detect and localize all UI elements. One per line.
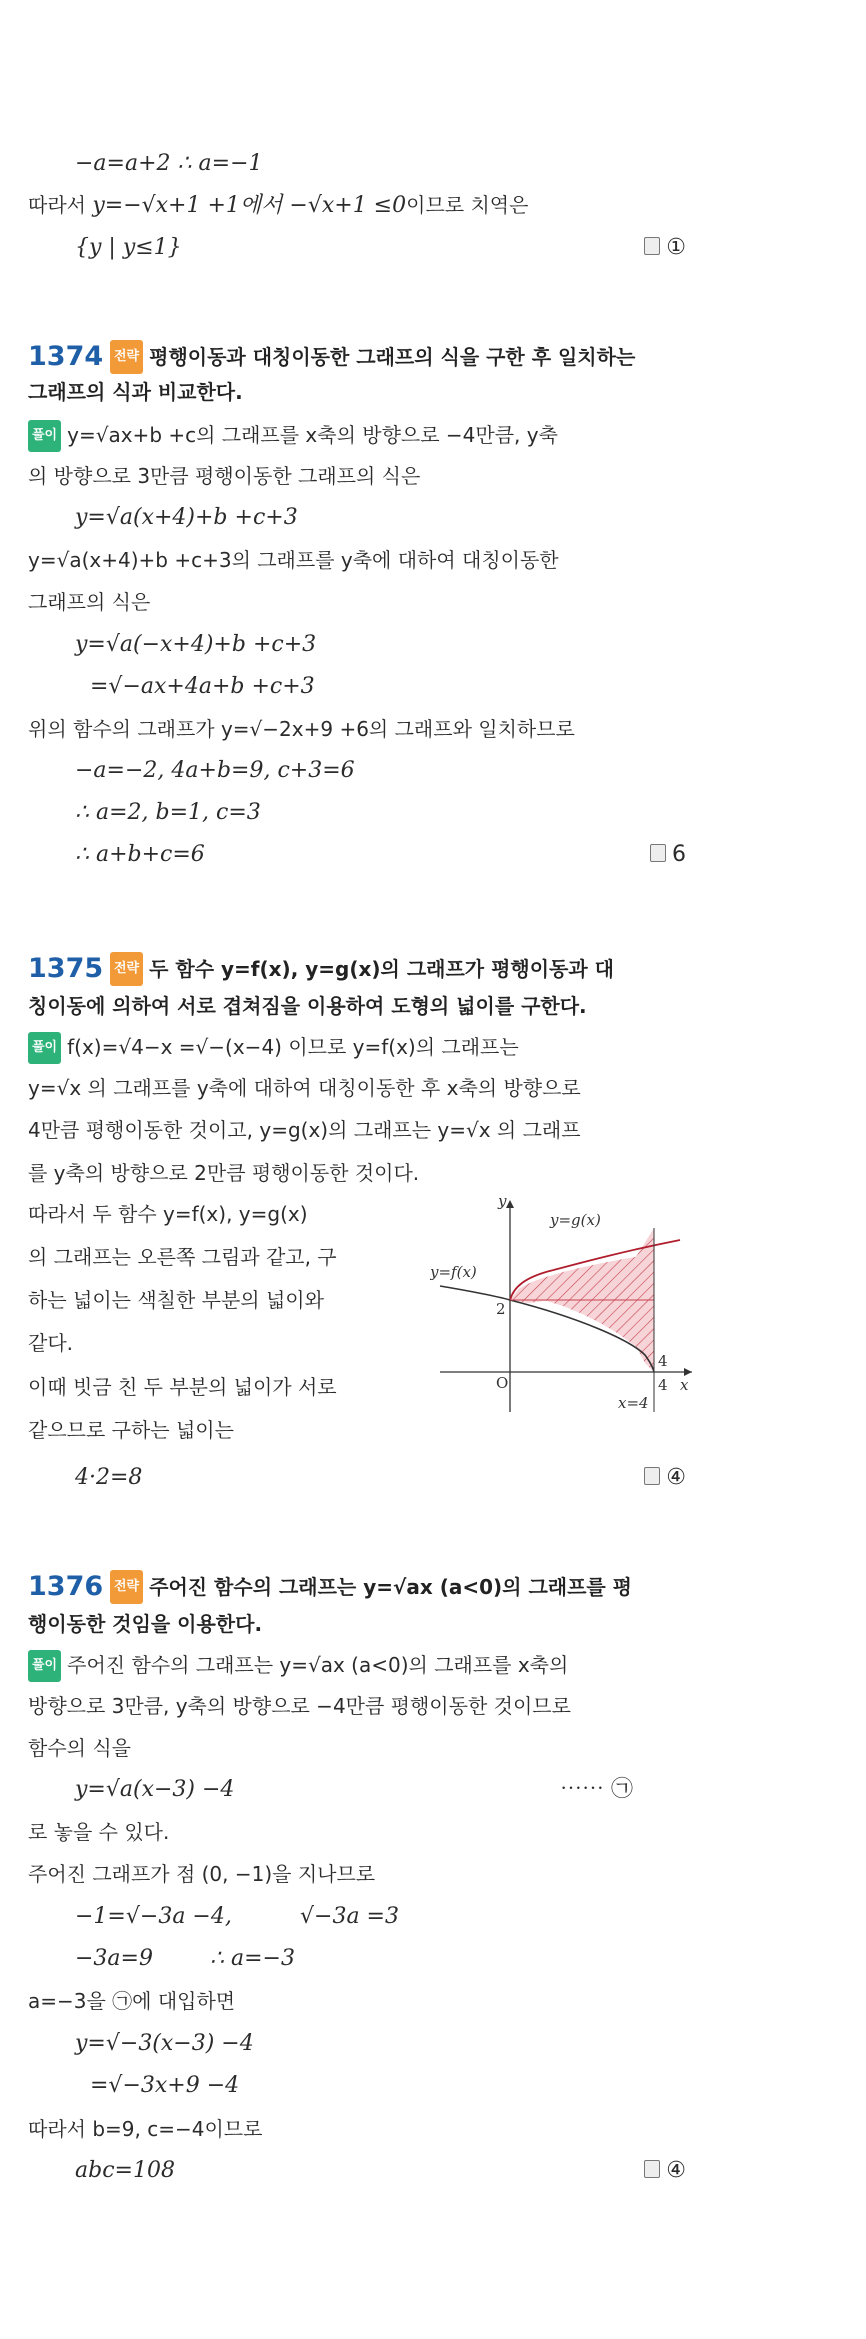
strategy-1376-line-1 [110, 1570, 632, 1604]
solution-1374-line-7: =√−ax+4a+b +c+3 [90, 674, 315, 699]
solution-1376-line-10: y=√−3(x−3) −4 [75, 2031, 254, 2056]
solution-1374-line-1 [28, 420, 558, 452]
equation-marker: ⋯⋯ ㉠ [560, 1777, 633, 1802]
strategy-1375-line-2: 칭이동에 의하여 서로 겹쳐짐을 이용하여 도형의 넓이를 구한다. [28, 994, 587, 1018]
y-axis-label: y [498, 1192, 507, 1210]
answer-1376-value: ④ [666, 2158, 686, 2183]
solution-tag: 풀이 [28, 1650, 61, 1682]
solution-1375-line-4: 를 y축의 방향으로 2만큼 평행이동한 것이다. [28, 1161, 420, 1185]
answer-1375-value: ④ [666, 1465, 686, 1490]
solution-1376-line-5: 로 놓을 수 있다. [28, 1820, 170, 1844]
solution-1375-line-3: 4만큼 평행이동한 것이고, y=g(x)의 그래프는 y=√x 의 그래프 [28, 1118, 581, 1142]
solution-1375-line-6: 의 그래프는 오른쪽 그림과 같고, 구 [28, 1245, 337, 1269]
answer-1375 [644, 1463, 686, 1493]
answer-1374-value: 6 [672, 842, 686, 867]
solution-1376-line-7b: √−3a =3 [300, 1904, 399, 1929]
strategy-1375-text-1: 두 함수 y=f(x), y=g(x)의 그래프가 평행이동과 대 [149, 957, 614, 981]
solution-1376-line-8b: ∴ a=−3 [210, 1946, 295, 1971]
solution-1374-line-9: −a=−2, 4a+b=9, c+3=6 [75, 758, 355, 783]
answer-icon [644, 2160, 660, 2178]
strategy-1374-text-1: 평행이동과 대칭이동한 그래프의 식을 구한 후 일치하는 [149, 345, 636, 369]
solution-1376-line-8a: −3a=9 [75, 1946, 153, 1971]
top-line-1: −a=a+2 ∴ a=−1 [75, 151, 263, 176]
solution-1376-line-4: y=√a(x−3) −4 [75, 1777, 235, 1802]
tick-y2: 2 [496, 1300, 506, 1318]
solution-1374-line-5: 그래프의 식은 [28, 590, 151, 614]
top-line-3: {y | y≤1} [75, 235, 182, 260]
solution-1375-line-5: 따라서 두 함수 y=f(x), y=g(x) [28, 1202, 308, 1226]
strategy-1376-line-2: 행이동한 것임을 이용한다. [28, 1612, 263, 1636]
solution-1374-line-4: y=√a(x+4)+b +c+3의 그래프를 y축에 대하여 대칭이동한 [28, 548, 559, 572]
solution-1376-line-13: abc=108 [75, 2158, 175, 2183]
solution-1376-line-2: 방향으로 3만큼, y축의 방향으로 −4만큼 평행이동한 것이므로 [28, 1694, 571, 1718]
g-label: y=g(x) [550, 1211, 601, 1229]
solution-1375-line-11: 4·2=8 [75, 1465, 143, 1490]
tick-x4: 4 [658, 1376, 668, 1394]
x-axis-arrow-icon [684, 1368, 692, 1376]
upper-hatched-region [510, 1228, 654, 1300]
problem-number-1376: 1376 [28, 1571, 104, 1602]
solution-1374-line-6: y=√a(−x+4)+b +c+3 [75, 632, 317, 657]
solution-1375-text-1: f(x)=√4−x =√−(x−4) 이므로 y=f(x)의 그래프는 [67, 1035, 519, 1059]
solution-1374-line-3: y=√a(x+4)+b +c+3 [75, 505, 298, 530]
solution-1374-line-11: ∴ a+b+c=6 [75, 842, 205, 867]
answer-icon [644, 237, 660, 255]
problem-number-1374: 1374 [28, 341, 104, 372]
solution-1376-line-12: 따라서 b=9, c=−4이므로 [28, 2117, 263, 2141]
solution-1375-line-10: 같으므로 구하는 넓이는 [28, 1418, 234, 1442]
strategy-tag: 전략 [110, 952, 143, 986]
strategy-1375-line-1 [110, 952, 614, 986]
solution-1376-line-9: a=−3을 ㉠에 대입하면 [28, 1989, 236, 2013]
top-line-2 [28, 190, 528, 221]
line-x4-label: x=4 [618, 1394, 649, 1412]
problem-number-1375: 1375 [28, 953, 104, 984]
solution-1376-line-6: 주어진 그래프가 점 (0, −1)을 지나므로 [28, 1862, 376, 1886]
strategy-tag: 전략 [110, 340, 143, 374]
top-line-2-post: 이므로 치역은 [406, 193, 529, 217]
solution-1374-line-10: ∴ a=2, b=1, c=3 [75, 800, 261, 825]
y-axis-arrow-icon [506, 1200, 514, 1208]
strategy-1374-line-2: 그래프의 식과 비교한다. [28, 380, 243, 404]
top-answer [644, 233, 686, 263]
solution-1376-line-11: =√−3x+9 −4 [90, 2073, 240, 2098]
solution-1376-line-1 [28, 1650, 568, 1682]
origin-label: O [496, 1374, 509, 1392]
answer-1376 [644, 2156, 686, 2186]
solution-tag: 풀이 [28, 1032, 61, 1064]
strategy-1376-text-1: 주어진 함수의 그래프는 y=√ax (a<0)의 그래프를 평 [149, 1575, 633, 1599]
lower-hatched-region [510, 1300, 654, 1372]
f-label: y=f(x) [430, 1263, 477, 1281]
strategy-tag: 전략 [110, 1570, 143, 1604]
solution-1376-line-7a: −1=√−3a −4, [75, 1904, 232, 1929]
solution-1374-text-1: y=√ax+b +c의 그래프를 x축의 방향으로 −4만큼, y축 [67, 423, 558, 447]
top-line-2-pre: 따라서 [28, 193, 93, 217]
solution-1375-line-2: y=√x 의 그래프를 y축에 대하여 대칭이동한 후 x축의 방향으로 [28, 1076, 581, 1100]
x-axis-label: x [680, 1376, 689, 1394]
answer-icon [650, 844, 666, 862]
strategy-1374-line-1 [110, 340, 635, 374]
solution-1374-line-8: 위의 함수의 그래프가 y=√−2x+9 +6의 그래프와 일치하므로 [28, 717, 575, 741]
answer-1374 [650, 840, 686, 870]
solution-1375-line-9: 이때 빗금 친 두 부분의 넓이가 서로 [28, 1375, 337, 1399]
solution-1376-text-1: 주어진 함수의 그래프는 y=√ax (a<0)의 그래프를 x축의 [67, 1653, 569, 1677]
solution-1376-line-3: 함수의 식을 [28, 1736, 131, 1760]
solution-1375-line-8: 같다. [28, 1331, 73, 1355]
graph-1375 [430, 1190, 700, 1420]
solution-1374-line-2: 의 방향으로 3만큼 평행이동한 그래프의 식은 [28, 464, 421, 488]
top-line-2-math: y=−√x+1 +1에서 −√x+1 ≤0 [92, 193, 407, 218]
solution-1375-line-1 [28, 1032, 519, 1064]
solution-1375-line-7: 하는 넓이는 색칠한 부분의 넓이와 [28, 1288, 324, 1312]
answer-icon [644, 1467, 660, 1485]
tick-y4: 4 [658, 1352, 668, 1370]
top-answer-value: ① [666, 235, 686, 260]
solution-tag: 풀이 [28, 420, 61, 452]
